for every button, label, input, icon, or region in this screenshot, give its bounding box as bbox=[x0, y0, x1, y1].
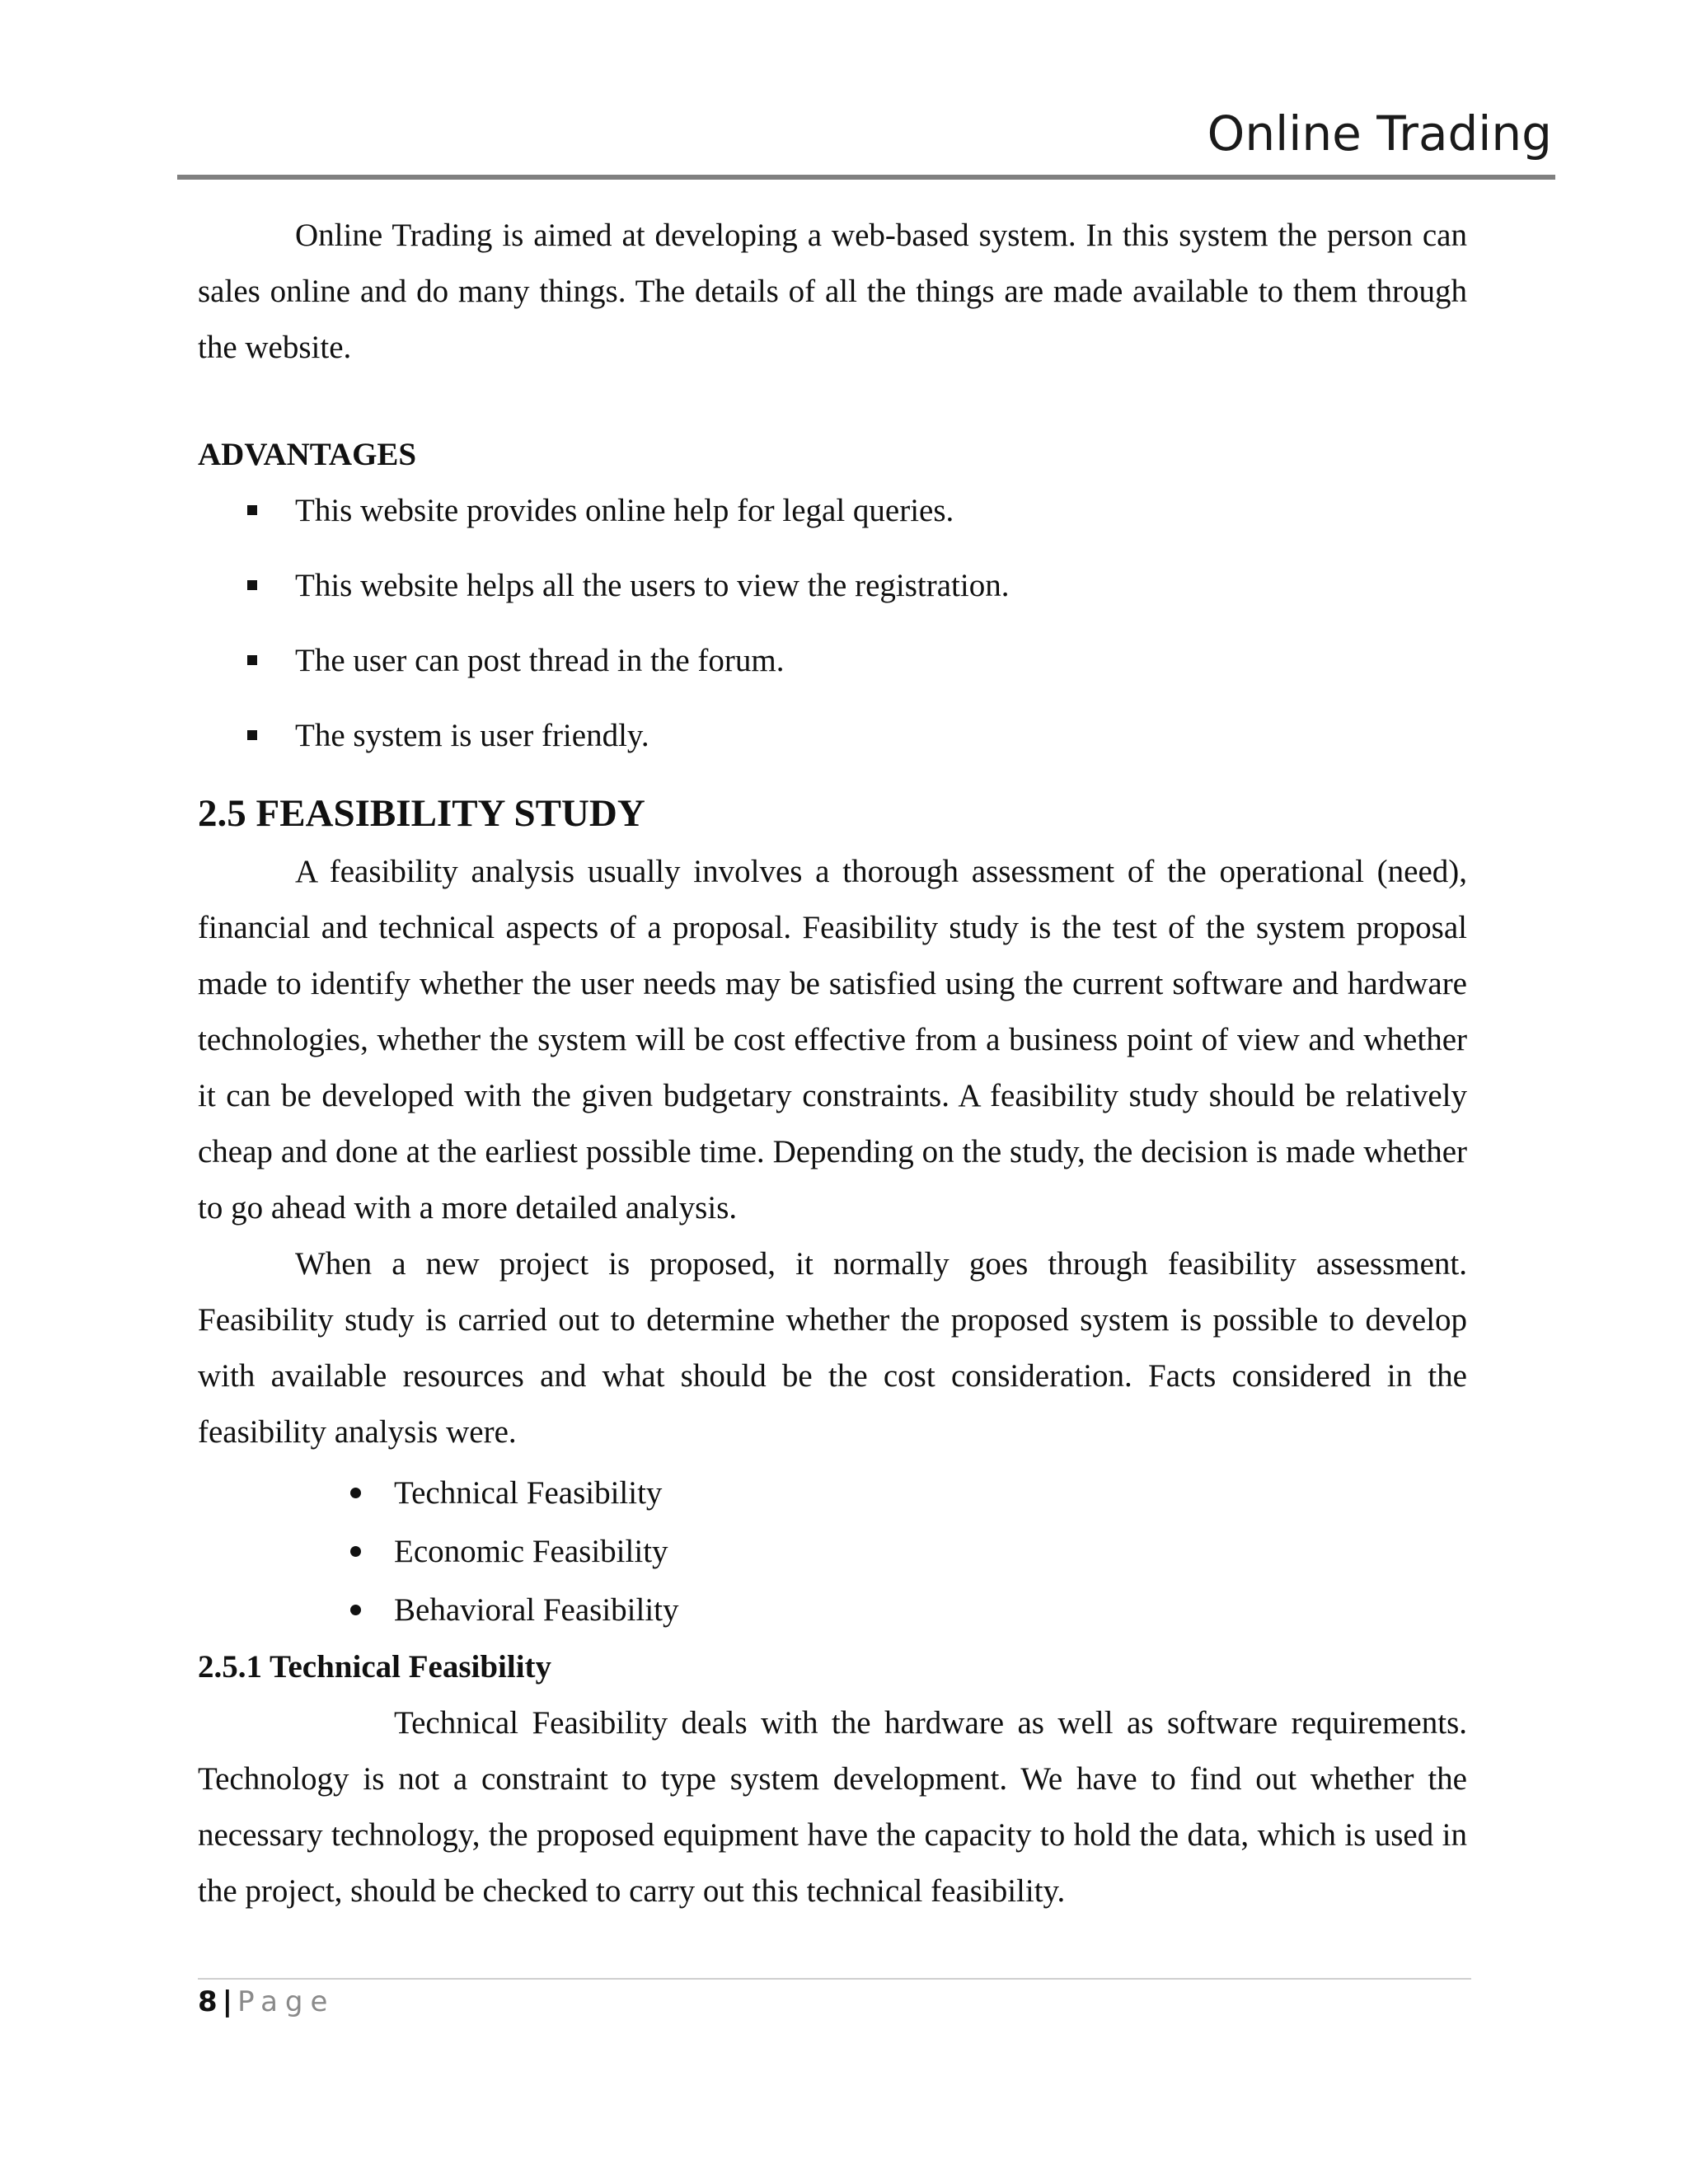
square-bullet-icon bbox=[247, 730, 257, 740]
intro-paragraph: Online Trading is aimed at developing a web-based system. In this system the person can sales online and do many things. The details of all the things are made available to them through the website. bbox=[198, 218, 1467, 365]
feasibility-types-list bbox=[198, 1464, 1467, 1639]
list-item-text: Behavioral Feasibility bbox=[394, 1592, 679, 1628]
list-item-text: This website helps all the users to view the registration. bbox=[295, 568, 1010, 603]
list-item bbox=[198, 558, 1467, 614]
list-item-text: This website provides online help for legal queries. bbox=[295, 493, 954, 528]
footer-separator: | bbox=[222, 1985, 233, 2018]
technical-feasibility-paragraph: Technical Feasibility deals with the hardware as well as software requirements. Technology is not a constraint to type system development. We have to find out whether the necessary technology, the proposed equipment have the capacity to hold the data, which is used in the project, should be checked to carry out this technical feasibility. bbox=[198, 1705, 1467, 1909]
list-item-text: Economic Feasibility bbox=[394, 1534, 668, 1569]
feasibility-heading: 2.5 FEASIBILITY STUDY bbox=[198, 792, 645, 835]
list-item bbox=[198, 633, 1467, 689]
advantages-heading: ADVANTAGES bbox=[198, 437, 417, 472]
list-item-text: The system is user friendly. bbox=[295, 718, 649, 753]
square-bullet-icon bbox=[247, 505, 257, 515]
list-item bbox=[198, 708, 1467, 764]
list-item bbox=[198, 1581, 1467, 1639]
round-bullet-icon bbox=[350, 1546, 361, 1557]
round-bullet-icon bbox=[350, 1488, 361, 1498]
round-bullet-icon bbox=[350, 1605, 361, 1615]
list-item bbox=[198, 1464, 1467, 1522]
header-title: Online Trading bbox=[1207, 105, 1552, 162]
feasibility-paragraph-2: When a new project is proposed, it normally goes through feasibility assessment. Feasibility study is carried out to determine whether the proposed system is possible to develop with available resources and what should be the cost consideration. Facts considered in the feasibility analysis were. bbox=[198, 1246, 1467, 1450]
list-item bbox=[198, 483, 1467, 539]
square-bullet-icon bbox=[247, 655, 257, 665]
feasibility-paragraph-1: A feasibility analysis usually involves a thorough assessment of the operational (need), financial and technical aspects of a proposal. Feasibility study is the test of the system proposal made to identify whether the user needs may be satisfied using the current software and hardware technologies, whether the system will be cost effective from a business point of view and whether it can be developed with the given budgetary constraints. A feasibility study should be relatively cheap and done at the earliest possible time. Depending on the study, the decision is made whether to go ahead with a more detailed analysis. bbox=[198, 854, 1467, 1226]
list-item bbox=[198, 1522, 1467, 1581]
footer-divider bbox=[198, 1978, 1471, 1980]
list-item-text: Technical Feasibility bbox=[394, 1475, 663, 1511]
square-bullet-icon bbox=[247, 580, 257, 590]
page-content bbox=[198, 208, 1467, 1919]
technical-feasibility-heading: 2.5.1 Technical Feasibility bbox=[198, 1649, 552, 1685]
page-label: Page bbox=[237, 1985, 335, 2018]
advantages-list bbox=[198, 483, 1467, 764]
list-item-text: The user can post thread in the forum. bbox=[295, 643, 785, 678]
page-number: 8 bbox=[198, 1985, 218, 2018]
header-divider bbox=[177, 175, 1555, 180]
page-footer bbox=[198, 1981, 335, 2022]
